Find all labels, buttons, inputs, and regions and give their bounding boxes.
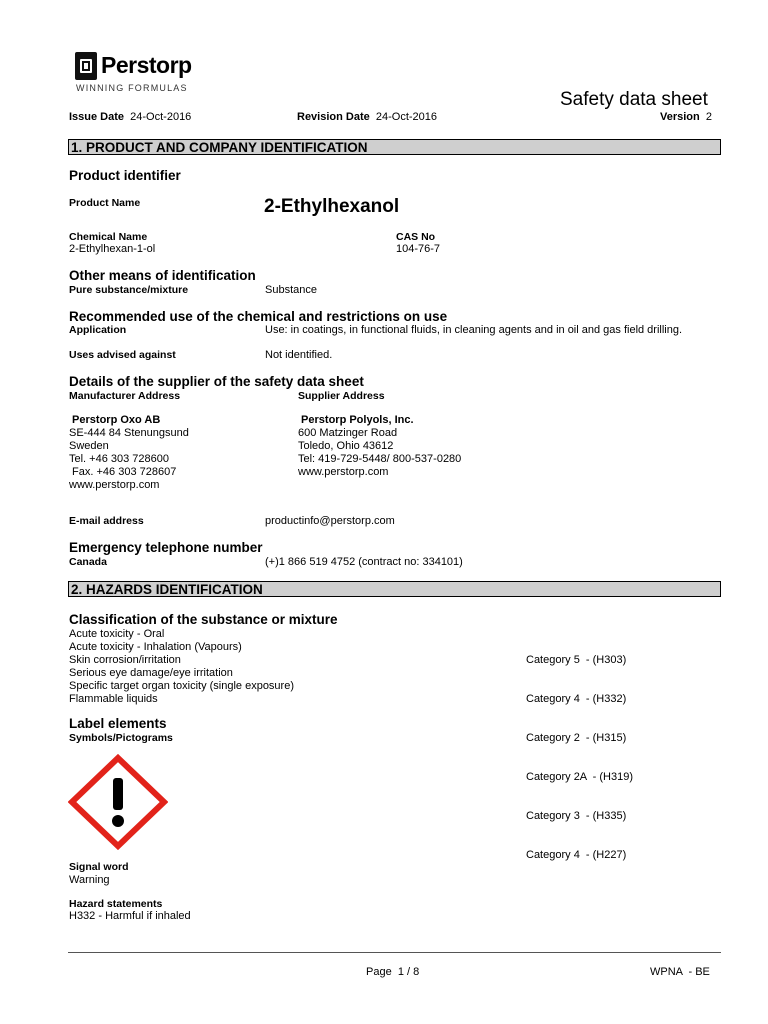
supplier-line: 600 Matzinger Road xyxy=(298,427,398,439)
logo-text: Perstorp xyxy=(101,52,192,78)
recommended-use-heading: Recommended use of the chemical and restrictions on use xyxy=(69,309,448,324)
signal-word: Warning xyxy=(69,874,110,886)
hazard-category: Category 2A - (H319) xyxy=(526,771,633,783)
pure-substance-value: Substance xyxy=(265,284,317,296)
supplier-line: Toledo, Ohio 43612 xyxy=(298,440,394,452)
cas-value: 104-76-7 xyxy=(396,243,441,255)
hazard-item: Serious eye damage/eye irritation xyxy=(69,667,233,679)
revision-date-label: Revision Date xyxy=(297,111,370,123)
hazard-category: Category 4 - (H332) xyxy=(526,693,627,705)
signal-word-label: Signal word xyxy=(69,861,129,873)
hazard-item: Skin corrosion/irritation xyxy=(69,654,181,666)
supplier-line: Tel: 419-729-5448/ 800-537-0280 xyxy=(298,453,462,465)
supplier-address-label: Supplier Address xyxy=(298,390,385,402)
application-value: Use: in coatings, in functional fluids, in cleaning agents and in oil and gas field drilling. xyxy=(265,324,683,336)
other-means-heading: Other means of identification xyxy=(69,268,256,283)
uses-against-label: Uses advised against xyxy=(69,349,176,361)
hazard-item: Flammable liquids xyxy=(69,693,158,705)
email-value: productinfo@perstorp.com xyxy=(265,515,395,527)
hazard-category: Category 5 - (H303) xyxy=(526,654,627,666)
uses-against-value: Not identified. xyxy=(265,349,333,361)
manufacturer-address xyxy=(69,414,189,492)
manufacturer-name: Perstorp Oxo AB xyxy=(69,414,161,426)
application-label: Application xyxy=(69,324,127,336)
document-title: Safety data sheet xyxy=(560,89,708,110)
footer-divider xyxy=(68,952,721,953)
classification-heading: Classification of the substance or mixture xyxy=(69,612,338,627)
logo-tagline: WINNING FORMULAS xyxy=(76,83,188,93)
page-number xyxy=(366,966,419,979)
chemical-name-label: Chemical Name xyxy=(69,231,148,243)
symbols-label: Symbols/Pictograms xyxy=(69,732,173,744)
manufacturer-line: SE-444 84 Stenungsund xyxy=(69,427,189,439)
hazard-category: Category 2 - (H315) xyxy=(526,732,627,744)
manufacturer-address-label: Manufacturer Address xyxy=(69,390,181,402)
emergency-heading: Emergency telephone number xyxy=(69,540,263,555)
hazard-categories xyxy=(526,628,633,875)
exclamation-mark-icon xyxy=(68,754,168,850)
product-name: 2-Ethylhexanol xyxy=(264,196,400,217)
canada-phone: (+)1 866 519 4752 (contract no: 334101) xyxy=(265,556,463,568)
supplier-details-heading: Details of the supplier of the safety data sheet xyxy=(69,374,364,389)
perstorp-logo-icon xyxy=(75,52,97,80)
version-value: 2 xyxy=(705,111,712,123)
supplier-name: Perstorp Polyols, Inc. xyxy=(298,414,414,426)
email-label: E-mail address xyxy=(69,515,144,527)
version xyxy=(660,111,712,124)
hazard-list xyxy=(69,628,294,706)
revision-date-value: 24-Oct-2016 xyxy=(375,111,438,123)
chemical-name: 2-Ethylhexan-1-ol xyxy=(69,243,156,255)
manufacturer-line: Tel. +46 303 728600 xyxy=(69,453,170,465)
version-label: Version xyxy=(660,111,700,123)
revision-date xyxy=(297,111,437,124)
manufacturer-line: Sweden xyxy=(69,440,109,452)
hazard-category: Category 3 - (H335) xyxy=(526,810,627,822)
hazard-item: Acute toxicity - Inhalation (Vapours) xyxy=(69,641,242,653)
hazard-statements-label: Hazard statements xyxy=(69,898,163,910)
page-label: Page xyxy=(366,966,392,978)
hazard-category: Category 4 - (H227) xyxy=(526,849,627,861)
manufacturer-line: Fax. +46 303 728607 xyxy=(69,466,177,478)
canada-label: Canada xyxy=(69,556,107,568)
pure-substance-label: Pure substance/mixture xyxy=(69,284,189,296)
product-identifier-heading: Product identifier xyxy=(69,168,181,183)
hazard-item: Specific target organ toxicity (single exposure) xyxy=(69,680,294,692)
issue-date-label: Issue Date xyxy=(69,111,125,123)
supplier-line: www.perstorp.com xyxy=(298,466,389,478)
page-value: 1 / 8 xyxy=(397,966,420,978)
section-1-header: 1. PRODUCT AND COMPANY IDENTIFICATION xyxy=(68,139,721,155)
issue-date xyxy=(69,111,191,124)
label-elements-heading: Label elements xyxy=(69,716,167,731)
hazard-item: Acute toxicity - Oral xyxy=(69,628,165,640)
issue-date-value: 24-Oct-2016 xyxy=(130,111,192,123)
supplier-address xyxy=(298,414,461,479)
footer-code: WPNA - BE xyxy=(650,966,710,978)
section-2-header: 2. HAZARDS IDENTIFICATION xyxy=(68,581,721,597)
product-name-label: Product Name xyxy=(69,197,141,209)
cas-label: CAS No xyxy=(396,231,436,243)
manufacturer-line: www.perstorp.com xyxy=(69,479,160,491)
hazard-statement: H332 - Harmful if inhaled xyxy=(69,910,191,922)
